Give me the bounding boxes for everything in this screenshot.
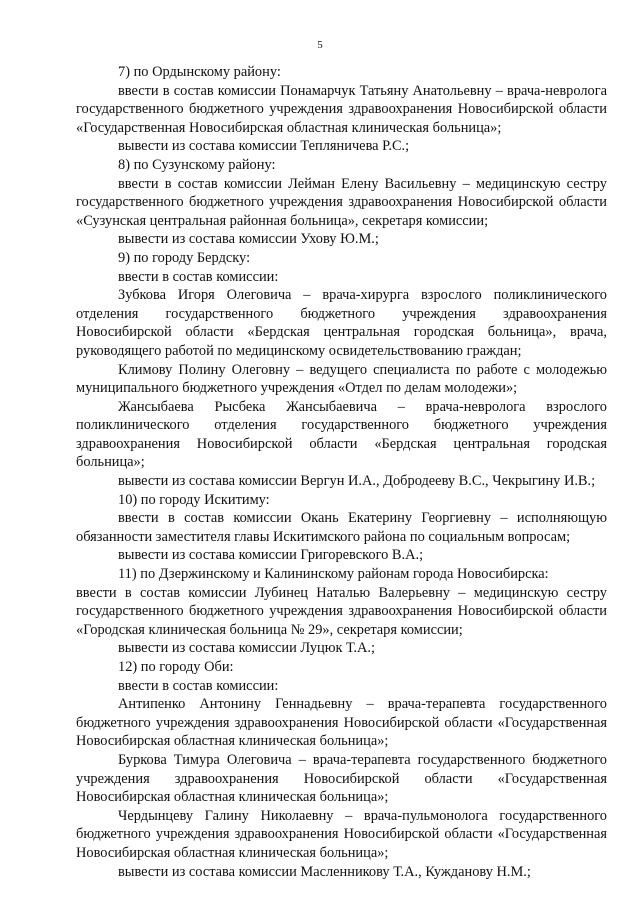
page-number: 5: [317, 39, 323, 51]
paragraph: Буркова Тимура Олеговича – врача-терапевта государственного бюджетного учреждения здравоохранения Новосибирской области «Государственная Новосибирская областная клиническая больница»;: [76, 751, 607, 806]
document-body: [76, 63, 607, 881]
paragraph: ввести в состав комиссии:: [118, 268, 279, 285]
paragraph: вывести из состава комиссии Вергун И.А., Добродееву В.С., Чекрыгину И.В.;: [118, 473, 596, 490]
paragraph: вывести из состава комиссии Масленникову Т.А., Кужданову Н.М.;: [118, 863, 531, 880]
paragraph: 10) по городу Искитиму:: [118, 491, 270, 508]
paragraph: Жансыбаева Рысбека Жансыбаевича – врача-невролога взрослого поликлинического отделения государственного бюджетного учреждения здравоохранения Новосибирской области «Бердская центральная городская больница»;: [76, 398, 607, 471]
paragraph: Антипенко Антонину Геннадьевну – врача-терапевта государственного бюджетного учреждения здравоохранения Новосибирской области «Государственная Новосибирская областная клиническая больница»;: [76, 696, 607, 750]
paragraph: ввести в состав комиссии:: [118, 677, 279, 694]
paragraph: вывести из состава комиссии Луцюк Т.А.;: [118, 640, 375, 657]
paragraph: вывести из состава комиссии Ухову Ю.М.;: [118, 231, 379, 248]
paragraph: 11) по Дзержинскому и Калининскому районам города Новосибирска:: [118, 566, 549, 583]
paragraph: Чердынцеву Галину Николаевну – врача-пульмонолога государственного бюджетного учреждения здравоохранения Новосибирской области «Государственная Новосибирская областная клиническая больница»;: [76, 807, 607, 861]
paragraph: 8) по Сузунскому району:: [118, 156, 276, 173]
paragraph: вывести из состава комиссии Тепляничева Р.С.;: [118, 138, 410, 155]
paragraph: 12) по городу Оби:: [118, 659, 234, 675]
paragraph: ввести в состав комиссии Окань Екатерину Георгиевну – исполняющую обязанности заместителя главы Искитимского района по социальным вопросам;: [76, 510, 607, 545]
paragraph: 9) по городу Бердску:: [118, 249, 251, 266]
paragraph: Климову Полину Олеговну – ведущего специалиста по работе с молодежью муниципального бюджетного учреждения «Отдел по делам молодежи»;: [76, 361, 607, 397]
paragraph: ввести в состав комиссии Понамарчук Татьяну Анатольевну – врача-невролога государственного бюджетного учреждения здравоохранения Новосибирской области «Государственная Новосибирская областная клиническая больница»;: [76, 82, 607, 136]
paragraph: ввести в состав комиссии Лубинец Наталью Валерьевну – медицинскую сестру государственного бюджетного учреждения здравоохранения Новосибирской области «Городская клиническая больница № 29», секретаря комиссии;: [76, 584, 607, 638]
paragraph: Зубкова Игоря Олеговича – врача-хирурга взрослого поликлинического отделения государственного бюджетного учреждения здравоохранения Новосибирской области «Бердская центральная городская больница», врача, руководящего работой по медицинскому освидетельствованию граждан;: [76, 287, 607, 359]
paragraph: 7) по Ордынскому району:: [118, 64, 281, 80]
paragraph: вывести из состава комиссии Григоревского В.А.;: [118, 547, 424, 564]
paragraph: ввести в состав комиссии Лейман Елену Васильевну – медицинскую сестру государственного бюджетного учреждения здравоохранения Новосибирской области «Сузунская центральная районная больница», секретаря комиссии;: [76, 175, 607, 229]
